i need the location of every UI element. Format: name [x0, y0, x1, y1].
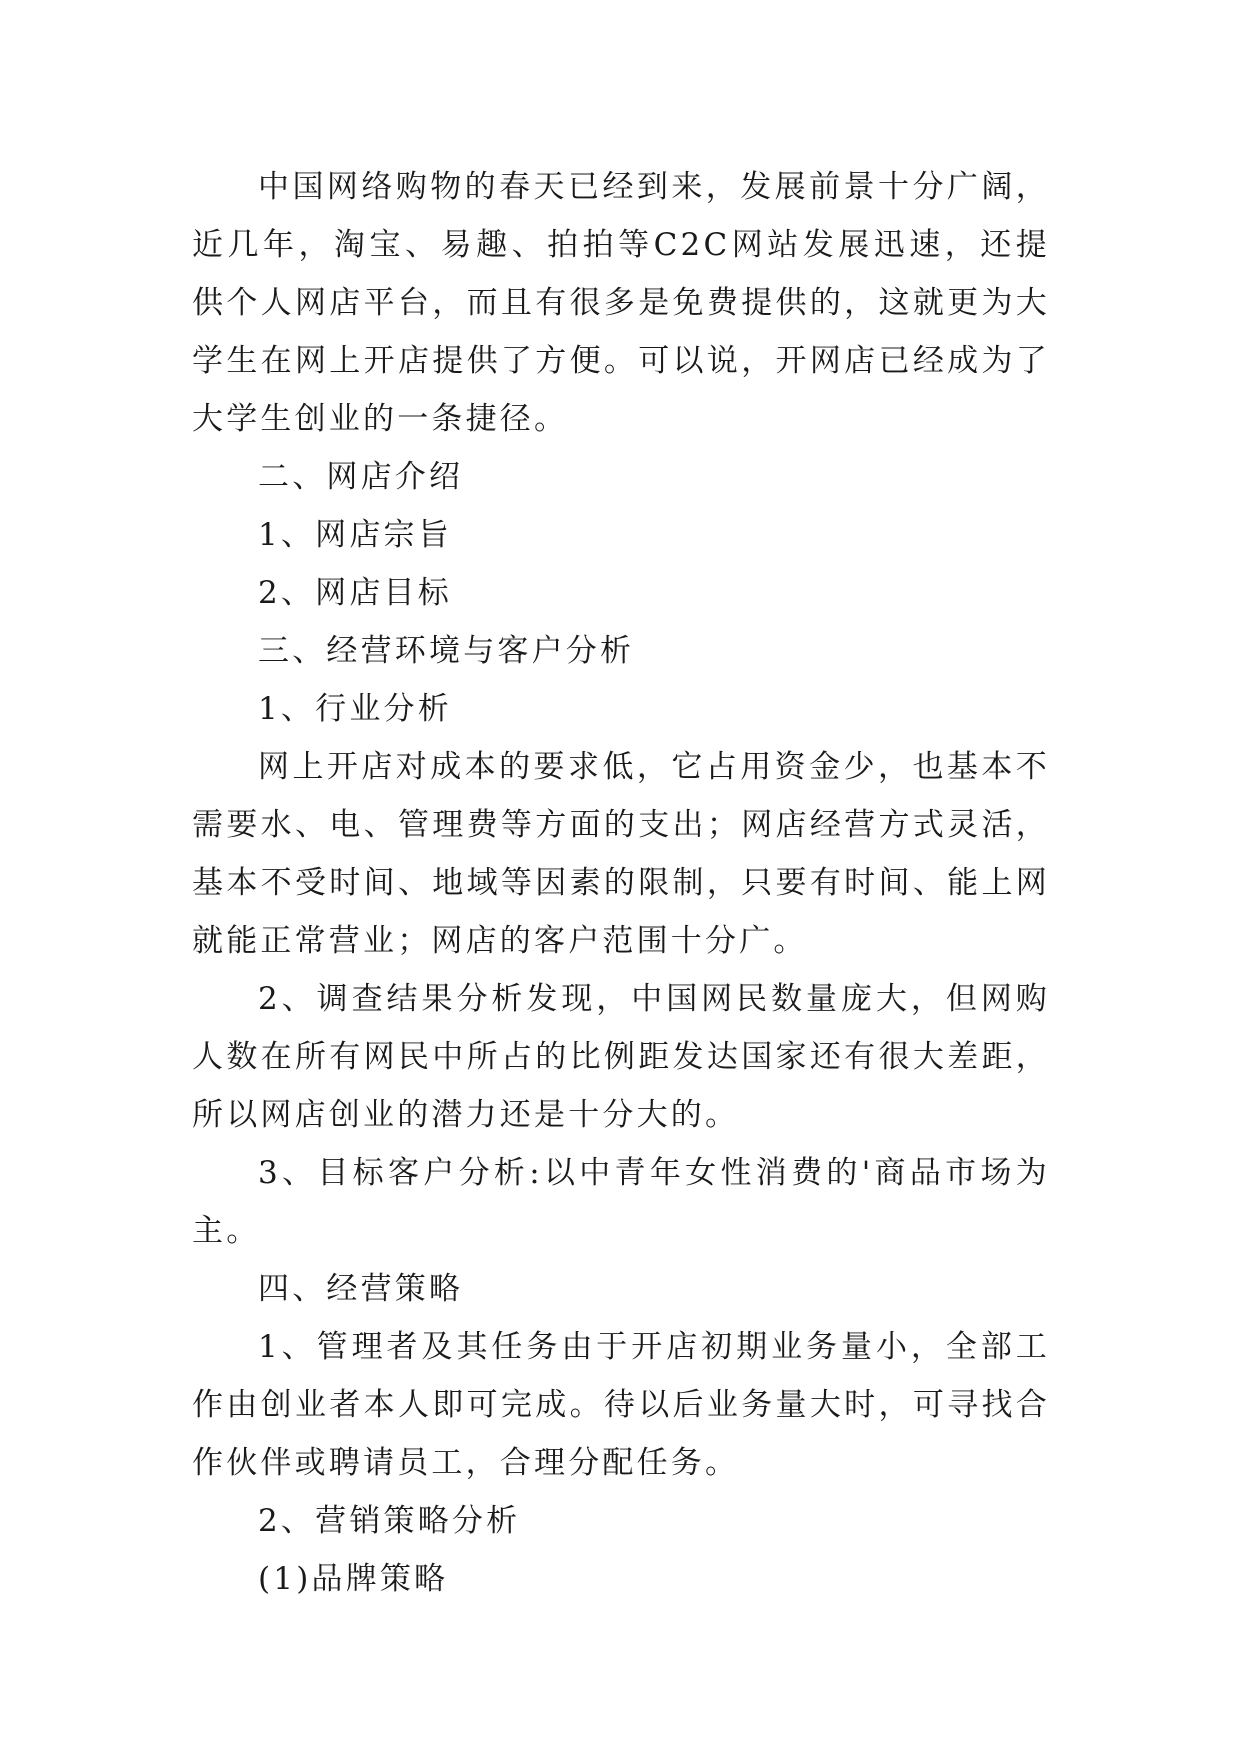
intro-paragraph: 中国网络购物的春天已经到来，发展前景十分广阔，近几年，淘宝、易趣、拍拍等C2C网站发展迅速，还提供个人网店平台，而且有很多是免费提供的，这就更为大学生在网上开店提供了方便。可以说，开网店已经成为了大学生创业的一条捷径。 — [192, 169, 1050, 437]
industry-analysis-paragraph: 网上开店对成本的要求低，它占用资金少，也基本不需要水、电、管理费等方面的支出；网店经营方式灵活，基本不受时间、地域等因素的限制，只要有时间、能上网就能正常营业；网店的客户范围十分广。 — [192, 749, 1050, 959]
section-2-1-heading: 1、网店宗旨 — [258, 517, 452, 553]
section-4-2-heading: 2、营销策略分析 — [258, 1503, 521, 1539]
section-2-heading: 二、网店介绍 — [258, 459, 464, 495]
section-3-1-heading: 1、行业分析 — [258, 691, 452, 727]
document-body — [192, 158, 1050, 1608]
survey-results-paragraph: 2、调查结果分析发现，中国网民数量庞大，但网购人数在所有网民中所占的比例距发达国家还有很大差距，所以网店创业的潜力还是十分大的。 — [192, 981, 1050, 1133]
section-2-2-heading: 2、网店目标 — [258, 575, 452, 611]
target-customer-paragraph: 3、目标客户分析:以中青年女性消费的'商品市场为主。 — [192, 1155, 1050, 1249]
section-3-heading: 三、经营环境与客户分析 — [258, 633, 635, 669]
section-4-heading: 四、经营策略 — [258, 1271, 464, 1307]
manager-tasks-paragraph: 1、管理者及其任务由于开店初期业务量小，全部工作由创业者本人即可完成。待以后业务量大时，可寻找合作伙伴或聘请员工，合理分配任务。 — [192, 1329, 1050, 1481]
brand-strategy-heading: (1)品牌策略 — [258, 1561, 449, 1597]
